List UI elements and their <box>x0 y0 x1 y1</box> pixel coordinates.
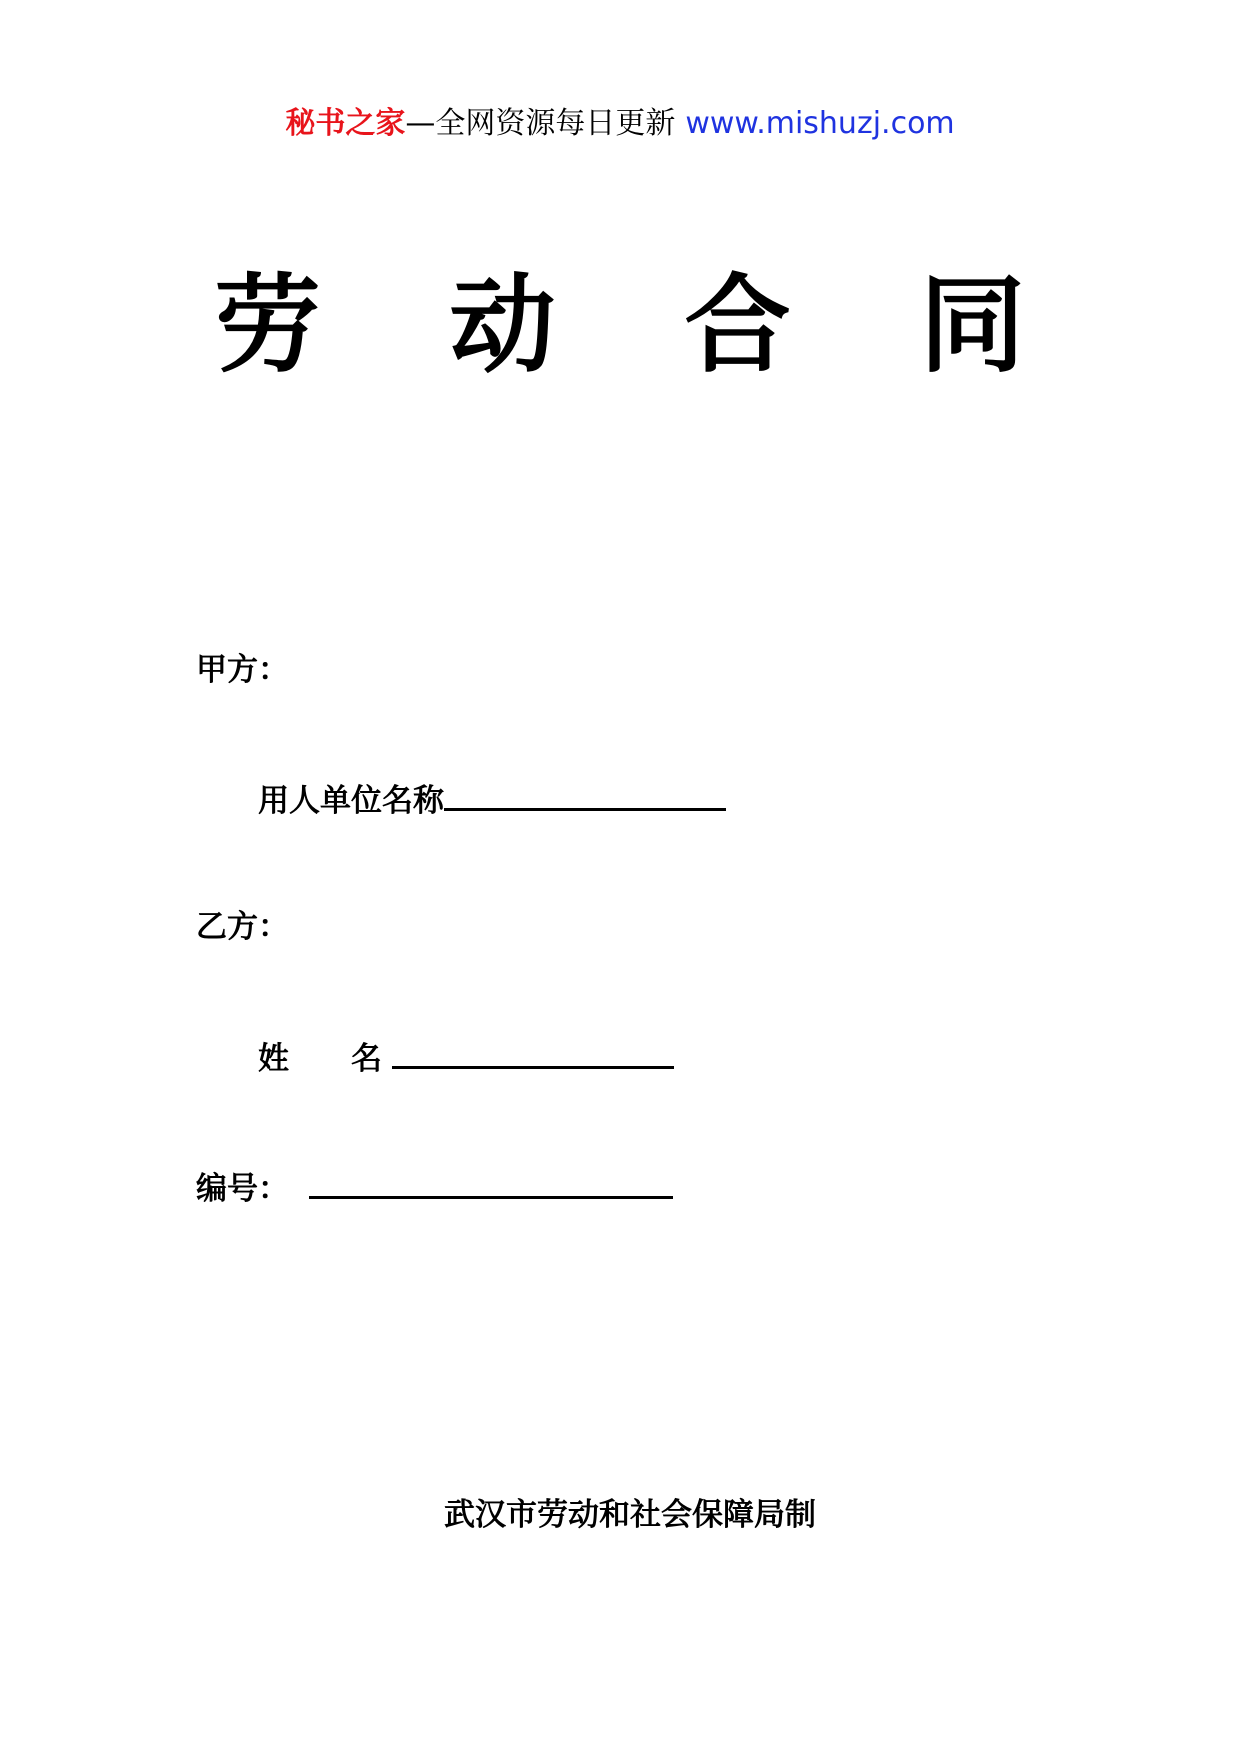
contract-number-label: 编号： <box>196 1171 289 1207</box>
employee-name-field[interactable] <box>392 1036 674 1069</box>
employee-name-row <box>258 1036 674 1079</box>
site-header <box>0 100 1240 148</box>
site-tagline: —全网资源每日更新 <box>405 106 676 141</box>
document-title: 劳 动 合 同 <box>214 262 1072 387</box>
employer-name-field[interactable] <box>444 778 726 811</box>
site-brand: 秘书之家 <box>285 106 406 141</box>
party-a-label: 甲方： <box>196 652 289 688</box>
employer-name-label: 用人单位名称 <box>258 783 444 819</box>
issuer-footer: 武汉市劳动和社会保障局制 <box>444 1497 816 1533</box>
site-url-link[interactable]: www.mishuzj.com <box>685 106 955 141</box>
party-b-label: 乙方： <box>196 909 289 945</box>
employer-name-row <box>258 778 726 821</box>
employee-name-label: 姓 名 <box>258 1041 382 1077</box>
contract-number-field[interactable] <box>309 1166 673 1199</box>
contract-number-row <box>196 1166 673 1209</box>
